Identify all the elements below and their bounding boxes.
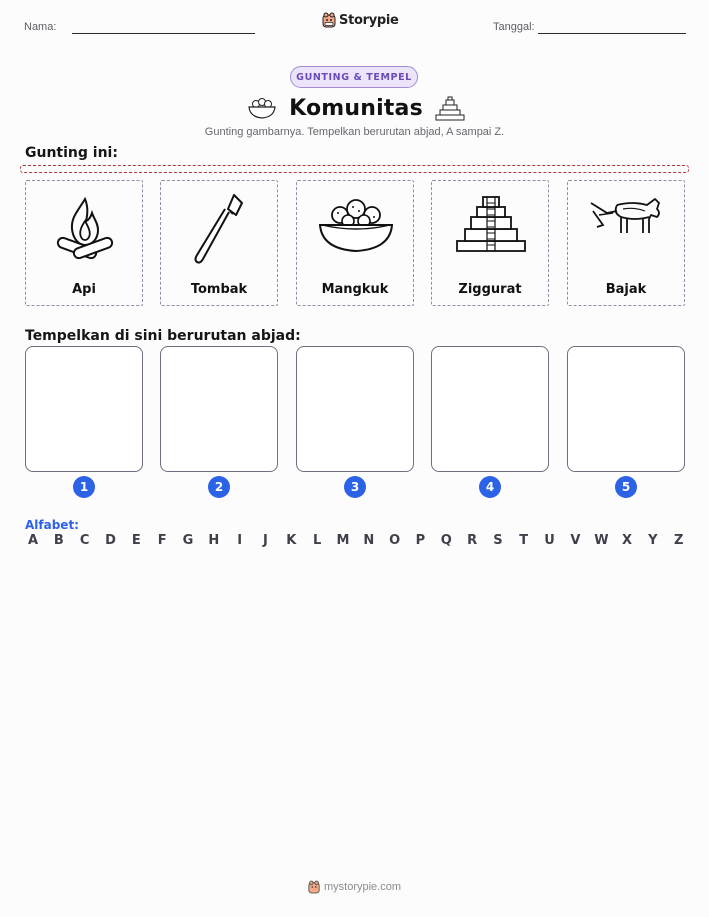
alphabet-letter: X [622,533,633,548]
alphabet-letter: C [79,533,90,548]
name-label: Nama: [24,21,57,33]
alphabet-letter: Q [440,533,452,548]
alphabet-letter: B [53,533,64,548]
cut-card-ziggurat[interactable] [431,180,549,306]
card-label: Api [72,282,96,297]
alphabet-letter: Y [648,533,658,548]
date-label: Tanggal: [493,21,535,33]
name-field-line[interactable] [72,33,255,34]
footer [308,880,401,894]
cut-line [20,165,689,173]
slot-number-4: 4 [479,476,501,498]
alphabet-letter: E [131,533,141,548]
card-label: Ziggurat [458,282,522,297]
slot-number-5: 5 [615,476,637,498]
alphabet-letter: M [336,533,350,548]
alphabet-letter: D [105,533,116,548]
paste-slot-1[interactable] [25,346,143,472]
alphabet-letter: S [493,533,503,548]
card-label: Tombak [190,282,248,297]
cut-card-mangkuk[interactable] [296,180,414,306]
alphabet-letter: L [312,533,322,548]
alphabet-letter: P [415,533,426,548]
alphabet-letter: A [27,533,39,548]
cut-heading: Gunting ini: [25,145,118,161]
storypie-mascot-icon [322,12,336,28]
alphabet-letter: O [389,533,401,548]
storypie-mascot-icon [308,880,320,894]
paste-slot-3[interactable] [296,346,414,472]
slot-number-2: 2 [208,476,230,498]
alphabet-letter: I [237,533,243,548]
card-label: Bajak [605,282,647,297]
date-field-line[interactable] [538,33,686,34]
alphabet-letter: G [182,533,194,548]
alphabet-heading: Alfabet: [25,518,79,532]
campfire-icon [45,189,125,269]
alphabet-letter: V [570,533,581,548]
paste-slot-2[interactable] [160,346,278,472]
card-label: Mangkuk [321,282,389,297]
alphabet-letter: J [263,533,268,548]
alphabet-letter: N [363,533,375,548]
instructions: Gunting gambarnya. Tempelkan berurutan abjad, A sampai Z. [204,126,505,138]
ziggurat-icon [434,95,466,121]
footer-url: mystorypie.com [324,881,402,893]
alphabet-letter: Z [673,533,684,548]
ziggurat-icon [451,189,531,269]
paste-heading: Tempelkan di sini berurutan abjad: [25,328,301,344]
title-row [246,92,466,124]
activity-badge: GUNTING & TEMPEL [290,66,418,88]
paste-slot-5[interactable] [567,346,685,472]
alphabet-row [26,533,686,548]
fruit-bowl-icon [316,189,396,269]
alphabet-letter: R [467,533,478,548]
alphabet-letter: K [286,533,297,548]
brand-logo [322,12,399,28]
slot-number-1: 1 [73,476,95,498]
ox-plow-icon [587,189,667,269]
cut-card-tombak[interactable] [160,180,278,306]
cut-card-bajak[interactable] [567,180,685,306]
cut-card-api[interactable] [25,180,143,306]
fruit-bowl-icon [246,95,278,121]
alphabet-letter: T [519,533,529,548]
spear-icon [180,189,260,269]
brand-name: Storypie [339,12,399,28]
slot-number-3: 3 [344,476,366,498]
paste-slot-4[interactable] [431,346,549,472]
alphabet-letter: F [157,533,167,548]
alphabet-letter: W [594,533,609,548]
page-title: Komunitas [289,95,423,121]
alphabet-letter: H [208,533,220,548]
alphabet-letter: U [544,533,555,548]
